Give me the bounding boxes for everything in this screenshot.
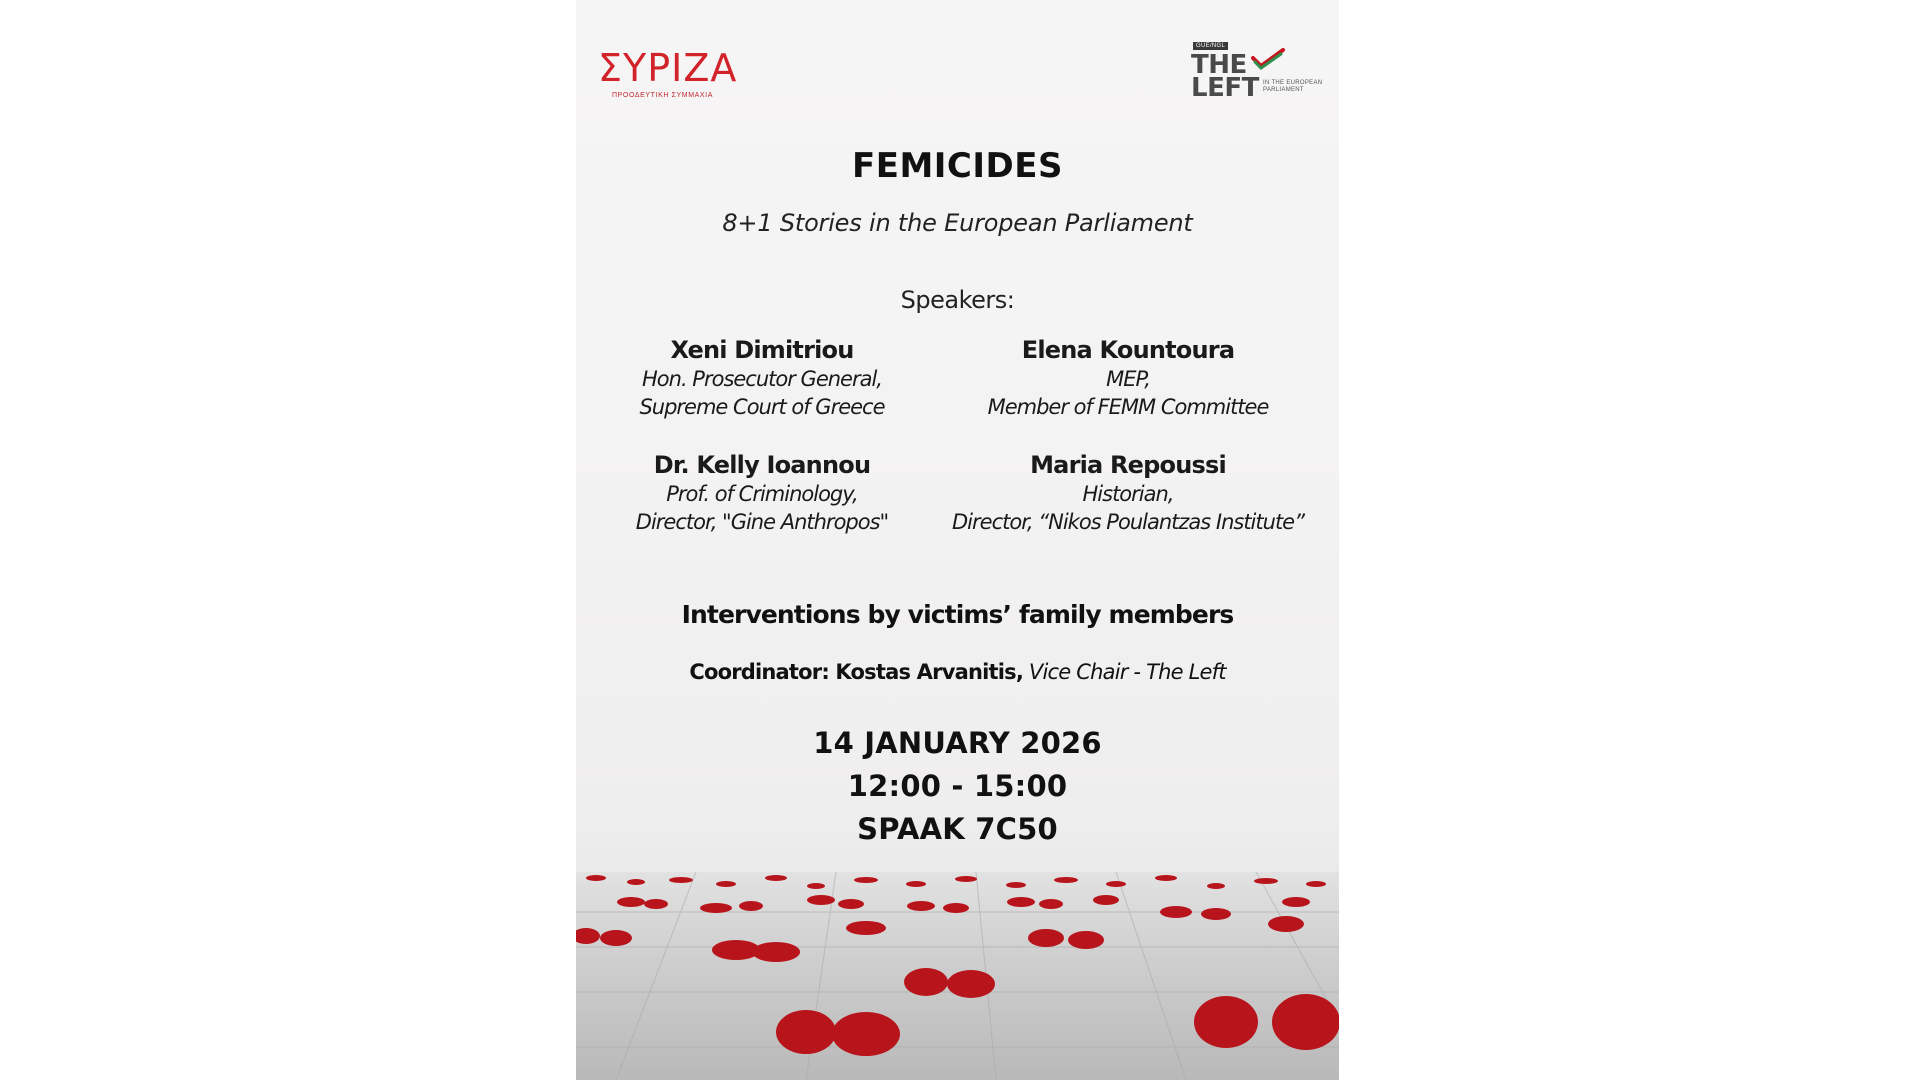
syriza-logo: [598, 44, 738, 104]
syriza-logo-mark: ΣΥΡΙΖΑ: [598, 46, 738, 90]
coordinator-name: Coordinator: Kostas Arvanitis,: [689, 660, 1024, 684]
event-poster: [576, 0, 1339, 1080]
the-left-logo: [1193, 42, 1323, 108]
coordinator-line: [576, 660, 1339, 684]
the-left-logo-the: THE: [1191, 50, 1247, 80]
syriza-logo-subtitle: ΠΡΟΟΔΕΥΤΙΚΗ ΣΥΜΜΑΧΙΑ: [612, 92, 713, 99]
speaker-card: [582, 336, 942, 421]
speaker-role: Director, “Nikos Poulantzas Institute”: [952, 510, 1304, 534]
coordinator-role: Vice Chair - The Left: [1028, 660, 1226, 684]
the-left-logo-small: IN THE EUROPEAN PARLIAMENT: [1263, 80, 1323, 93]
speaker-role: Prof. of Criminology,: [666, 482, 858, 506]
speaker-role: Historian,: [1082, 482, 1174, 506]
event-time: 12:00 - 15:00: [847, 769, 1068, 803]
event-details: [576, 722, 1339, 851]
poster-subtitle: 8+1 Stories in the European Parliament: [722, 209, 1193, 237]
speaker-name: Elena Kountoura: [1021, 336, 1235, 364]
speaker-card: [948, 336, 1308, 421]
speaker-role: Hon. Prosecutor General,: [642, 367, 882, 391]
event-room: SPAAK 7C50: [857, 812, 1058, 846]
speaker-role: Director, "Gine Anthropos": [635, 510, 889, 534]
speaker-role: Member of FEMM Committee: [987, 395, 1269, 419]
checkmark-icon: [1251, 48, 1285, 70]
speakers-heading: Speakers:: [900, 286, 1015, 314]
speaker-name: Xeni Dimitriou: [670, 336, 854, 364]
event-date: 14 JANUARY 2026: [813, 726, 1102, 760]
the-left-logo-tag: GUE/NGL: [1193, 42, 1228, 50]
the-left-logo-left: LEFT: [1191, 73, 1259, 103]
red-shoes-photo: [576, 872, 1339, 1080]
speaker-name: Dr. Kelly Ioannou: [653, 451, 871, 479]
speaker-card: [582, 451, 942, 536]
speaker-card: [948, 451, 1308, 536]
interventions-heading: Interventions by victims’ family members: [681, 600, 1234, 629]
speaker-role: MEP,: [1106, 367, 1150, 391]
speaker-name: Maria Repoussi: [1030, 451, 1226, 479]
poster-title: FEMICIDES: [852, 146, 1063, 186]
speaker-role: Supreme Court of Greece: [639, 395, 885, 419]
